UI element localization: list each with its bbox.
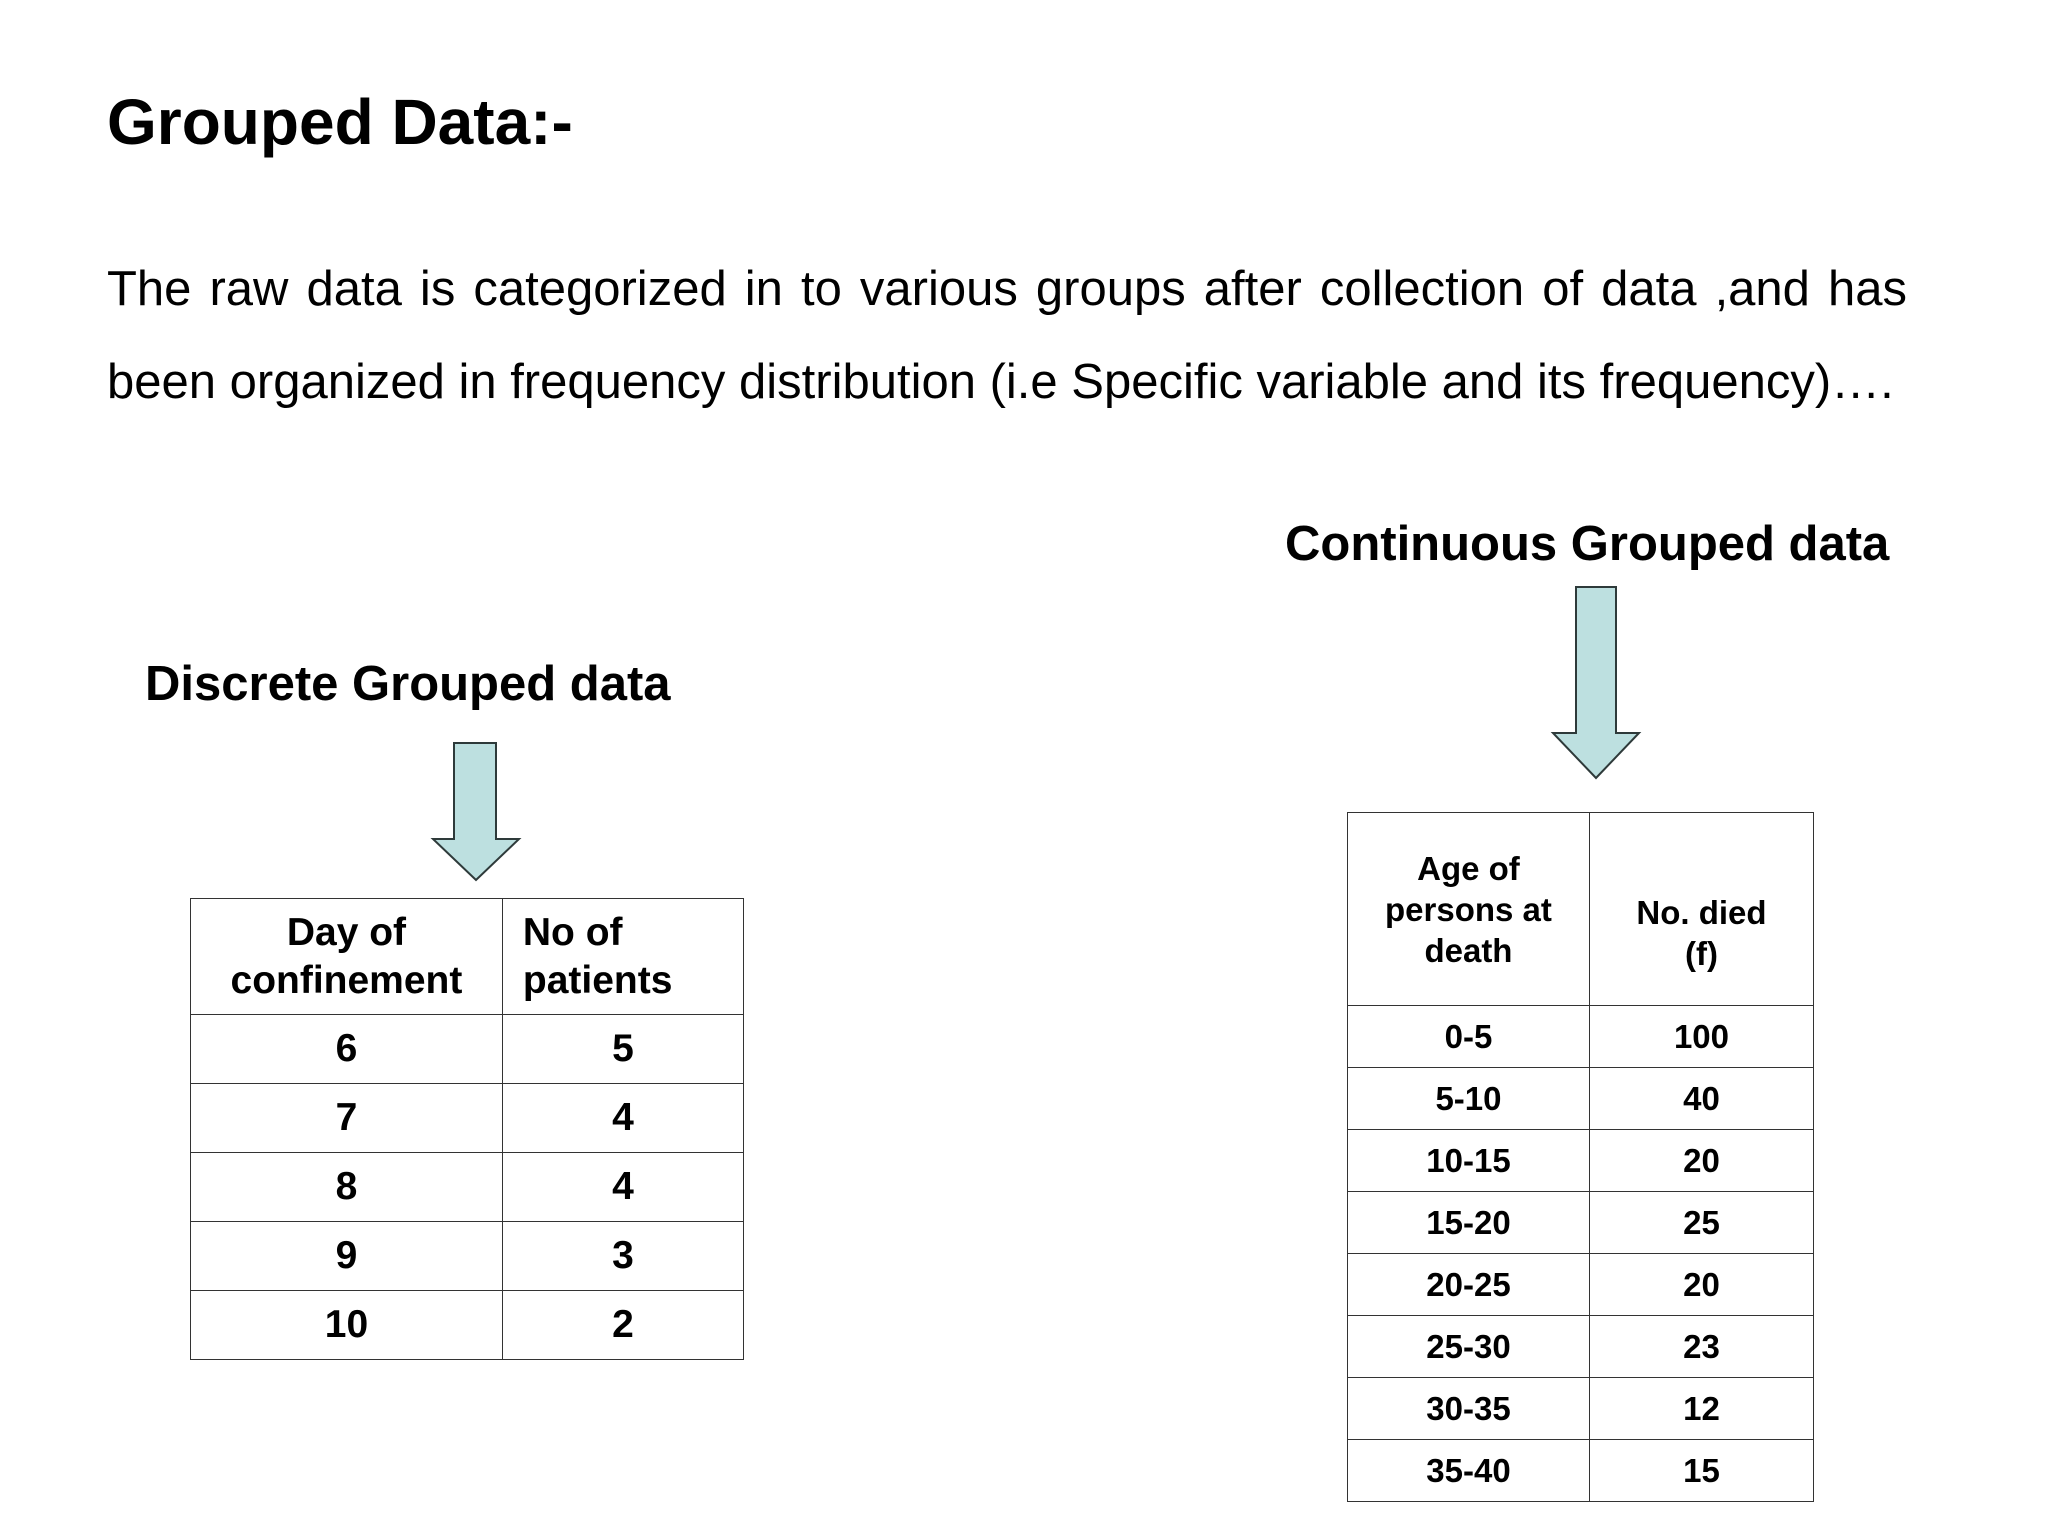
table-row [1348, 1192, 1814, 1254]
table-cell: 25 [1589, 1192, 1813, 1254]
table-cell: 100 [1589, 1006, 1813, 1068]
table-cell: 5-10 [1348, 1068, 1590, 1130]
table-cell: 7 [191, 1084, 503, 1153]
table-cell: 20 [1589, 1130, 1813, 1192]
table-row [191, 1153, 744, 1222]
column-header-no-died: No. died (f) [1589, 813, 1813, 1006]
table-cell: 15-20 [1348, 1192, 1590, 1254]
table-cell: 23 [1589, 1316, 1813, 1378]
table-cell: 4 [502, 1084, 743, 1153]
table-cell: 5 [502, 1015, 743, 1084]
table-cell: 10 [191, 1291, 503, 1360]
column-header-age-at-death: Age of persons at death [1348, 813, 1590, 1006]
table-cell: 6 [191, 1015, 503, 1084]
table-cell: 35-40 [1348, 1440, 1590, 1502]
table-row [1348, 1378, 1814, 1440]
table-cell: 0-5 [1348, 1006, 1590, 1068]
table-row [191, 1291, 744, 1360]
table-cell: 25-30 [1348, 1316, 1590, 1378]
table-header-row [191, 899, 744, 1015]
table-cell: 8 [191, 1153, 503, 1222]
table-cell: 9 [191, 1222, 503, 1291]
continuous-heading: Continuous Grouped data [1285, 517, 1890, 571]
down-arrow-icon [1550, 585, 1642, 780]
table-row [1348, 1130, 1814, 1192]
down-arrow-icon [430, 741, 522, 883]
table-cell: 10-15 [1348, 1130, 1590, 1192]
column-header-no-of-patients: No of patients [502, 899, 743, 1015]
continuous-grouped-table [1347, 812, 1814, 1502]
table-cell: 3 [502, 1222, 743, 1291]
table-header-row [1348, 813, 1814, 1006]
table-row [1348, 1440, 1814, 1502]
table-row [191, 1015, 744, 1084]
table-cell: 4 [502, 1153, 743, 1222]
table-row [1348, 1068, 1814, 1130]
table-row [1348, 1316, 1814, 1378]
table-row [191, 1084, 744, 1153]
discrete-grouped-table [190, 898, 744, 1360]
description-paragraph: The raw data is categorized in to various groups after collection of data ,and has been organized in frequency distribution (i.e Specific variable and its frequency)…. [107, 262, 1907, 409]
table-cell: 30-35 [1348, 1378, 1590, 1440]
column-header-day-of-confinement: Day of confinement [191, 899, 503, 1015]
table-cell: 20 [1589, 1254, 1813, 1316]
discrete-heading: Discrete Grouped data [145, 657, 671, 711]
table-cell: 20-25 [1348, 1254, 1590, 1316]
table-cell: 40 [1589, 1068, 1813, 1130]
page-title: Grouped Data:- [107, 86, 573, 158]
table-row [191, 1222, 744, 1291]
table-cell: 15 [1589, 1440, 1813, 1502]
table-cell: 12 [1589, 1378, 1813, 1440]
table-row [1348, 1006, 1814, 1068]
table-cell: 2 [502, 1291, 743, 1360]
table-row [1348, 1254, 1814, 1316]
